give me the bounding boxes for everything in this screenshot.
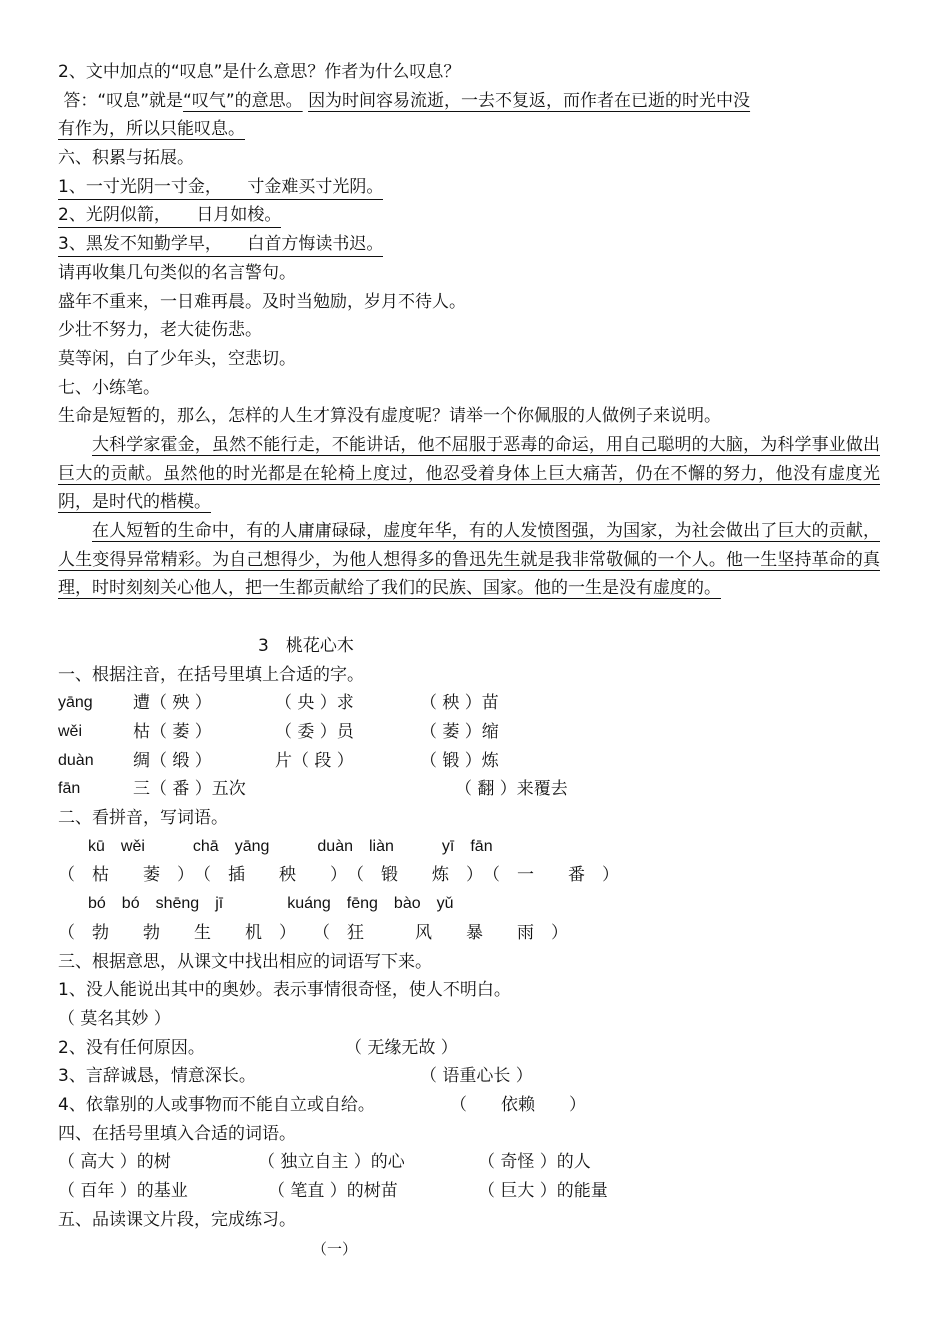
pinyin-row: [58, 747, 880, 776]
part3-q3-row: [58, 1062, 880, 1091]
sec6-item-2: [58, 201, 880, 230]
essay-paragraph-2-text: 在人短暂的生命中，有的人庸庸碌碌，虚度年华，有的人发愤图强，为国家，为社会做出了巨大的贡献，人生变得异常精彩。为自己想得少，为他人想得多的鲁迅先生就是我非常敬佩的一个人。他一生坚持革命的真理，时时刻刻关心他人，把一生都贡献给了我们的民族、国家。他的一生是没有虚度的。: [58, 520, 880, 599]
pinyin-line-2: bó bó shēng jī kuáng fēng bào yǔ: [88, 895, 454, 913]
part1-title: 一、根据注音，在括号里填上合适的字。: [58, 664, 364, 685]
sec7-prompt: 生命是短暂的，那么，怎样的人生才算没有虚度呢？请举一个你佩服的人做例子来说明。: [58, 406, 721, 427]
phrase: （ 百年 ）的基业: [58, 1181, 188, 1201]
answer-part-c: 有作为，所以只能叹息。: [58, 119, 245, 140]
sec6-item-3: [58, 230, 880, 259]
q2-question: 2、文中加点的“叹息”是什么意思？作者为什么叹息？: [58, 62, 461, 82]
sec6-prompt: 请再收集几句类似的名言警句。: [58, 262, 296, 283]
pinyin: yāng: [58, 694, 93, 712]
pinyin: fān: [58, 780, 81, 798]
pinyin-row: [58, 775, 880, 804]
phrase: （ 奇怪 ）的人: [478, 1152, 591, 1173]
lesson-title: 3 桃花心木: [258, 635, 354, 656]
fill-a: 遭（ 殃 ）: [133, 693, 212, 714]
fill-b: 片（ 段 ）: [275, 750, 354, 771]
q2-answer-cont: [58, 115, 880, 144]
sec6-item-2-text: 2、光阴似箭， 日月如梭。: [58, 203, 281, 228]
fill-c: （ 萎 ）缩: [420, 722, 499, 742]
part3-q1: 1、没人能说出其中的奥妙。表示事情很奇怪，使人不明白。: [58, 980, 511, 1001]
part3-a1: （ 莫名其妙 ）: [58, 1008, 171, 1029]
phrase: （ 高大 ）的树: [58, 1152, 171, 1173]
fill-b: （ 央 ）求: [275, 693, 354, 714]
fill-c: （ 锻 ）炼: [420, 750, 499, 771]
sec7-title: 七、小练笔。: [58, 377, 160, 398]
fill-a: 绸（ 缎 ）: [133, 750, 212, 771]
sec6-item-1-text: 1、一寸光阴一寸金， 寸金难买寸光阴。: [58, 175, 383, 200]
pinyin: wěi: [58, 723, 83, 740]
sec6-item-1: [58, 173, 880, 202]
answer-line-1: （ 枯 萎 ） （ 插 秧 ） （ 锻 炼 ） （ 一 番 ）: [58, 865, 619, 886]
quote-1: 盛年不重来，一日难再晨。及时当勉励，岁月不待人。: [58, 291, 466, 312]
part4-row-2: [58, 1177, 880, 1206]
part4-title: 四、在括号里填入合适的词语。: [58, 1123, 296, 1144]
answer-prefix: 答：“叹息”就是: [63, 90, 184, 111]
answer-line-2: （ 勃 勃 生 机 ） （ 狂 风 暴 雨 ）: [58, 922, 568, 943]
pinyin-line-1: kū wěi chā yāng duàn liàn yī fān: [88, 837, 493, 855]
essay-paragraph-1: [58, 431, 880, 517]
part3-q4-row: [58, 1091, 880, 1120]
q2-answer: [58, 87, 880, 116]
page-footer: （一）: [312, 1240, 358, 1258]
part3-q4: 4、依靠别的人或事物而不能自立或自给。: [58, 1094, 375, 1115]
part3-a3: （ 语重心长 ）: [420, 1066, 533, 1087]
phrase: （ 巨大 ）的能量: [478, 1181, 608, 1201]
part3-q2: 2、没有任何原因。: [58, 1037, 205, 1058]
fill-a: 三（ 番 ）五次: [133, 779, 246, 800]
part3-a2: （ 无缘无故 ）: [345, 1037, 458, 1058]
worksheet-page: [58, 58, 880, 1234]
quote-2: 少壮不努力，老大徒伤悲。: [58, 320, 262, 341]
essay-paragraph-1-text: 大科学家霍金，虽然不能行走，不能讲话，他不屈服于恶毒的命运，用自己聪明的大脑，为科学事业做出巨大的贡献。虽然他的时光都是在轮椅上度过，他忍受着身体上巨大痛苦，仍在不懈的努力，他没有虚度光阴，是时代的楷模。: [58, 434, 880, 513]
answer-part-b: 因为时间容易流逝，一去不复返，而作者在已逝的时光中没: [308, 90, 751, 111]
pinyin-row: [58, 718, 880, 747]
part5-title: 五、品读课文片段，完成练习。: [58, 1209, 296, 1230]
part3-q2-row: [58, 1034, 880, 1063]
part2-title: 二、看拼音，写词语。: [58, 808, 228, 829]
part3-a4: （ 依赖 ）: [450, 1094, 586, 1115]
pinyin-row: [58, 689, 880, 718]
pinyin: duàn: [58, 751, 94, 769]
fill-b: （ 委 ）员: [275, 722, 354, 742]
fill-c: （ 翻 ）来覆去: [455, 779, 568, 800]
fill-c: （ 秧 ）苗: [420, 693, 499, 714]
fill-a: 枯（ 萎 ）: [133, 722, 212, 742]
phrase: （ 独立自主 ）的心: [258, 1152, 405, 1173]
part3-q3: 3、言辞诚恳，情意深长。: [58, 1066, 256, 1087]
phrase: （ 笔直 ）的树苗: [268, 1181, 398, 1201]
quote-3: 莫等闲，白了少年头，空悲切。: [58, 348, 296, 369]
answer-part-a: “叹气”的意思。: [183, 90, 303, 111]
essay-paragraph-2: [58, 517, 880, 632]
part3-title: 三、根据意思，从课文中找出相应的词语写下来。: [58, 951, 432, 972]
sec6-item-3-text: 3、黑发不知勤学早， 白首方悔读书迟。: [58, 232, 383, 257]
sec6-title: 六、积累与拓展。: [58, 148, 194, 169]
part4-row-1: [58, 1148, 880, 1177]
